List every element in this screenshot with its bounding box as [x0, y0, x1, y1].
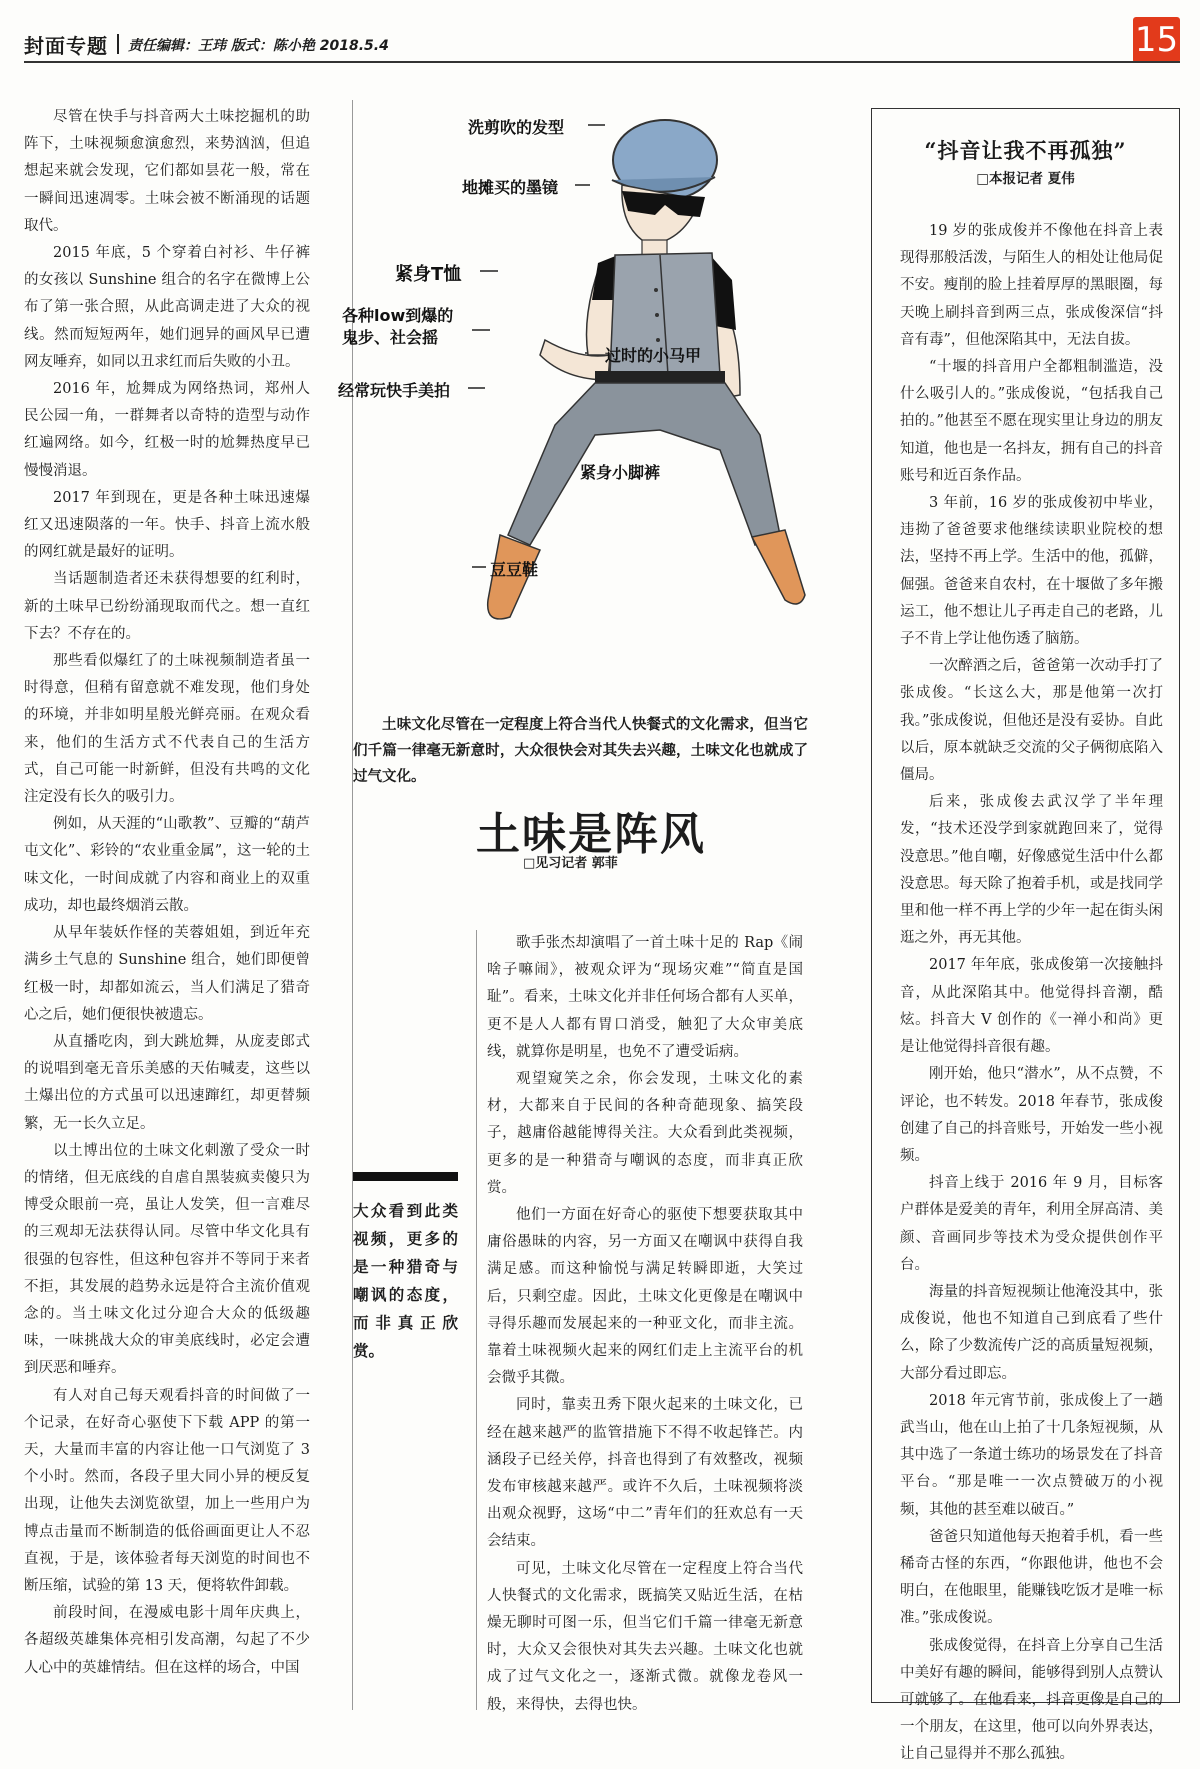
paragraph: “十堰的抖音用户全都粗制滥造，没什么吸引人的。”张成俊说，“包括我自己拍的。”他甚至不愿在现实里让身边的朋友知道，他也是一名抖友，拥有自己的抖音账号和近百条作品。: [900, 359, 1163, 484]
sidebar-title: “抖音让我不再孤独”: [924, 138, 1127, 163]
paragraph: 歌手张杰却演唱了一首土味十足的 Rap《闹啥子嘛闹》，被观众评为“现场灾难”“简直是国耻”。看来，土味文化并非任何场合都有人买单，更不是人人都有胃口消受，触犯了大众审美底线，就算你是明星，也免不了遭受诟病。: [487, 935, 803, 1060]
header-rule: [24, 61, 1180, 63]
paragraph: 19 岁的张成俊并不像他在抖音上表现得那般活泼，与陌生人的相处让他局促不安。瘦削的脸上挂着厚厚的黑眼圈，每天晚上刷抖音到两三点，张成俊深信“抖音有毒”，但他深陷其中，无法自拔。: [900, 223, 1163, 348]
paragraph: 张成俊觉得，在抖音上分享自己生活中美好有趣的瞬间，能够得到别人点赞认可就够了。在他看来，抖音更像是自己的一个朋友，在这里，他可以向外界表达，让自己显得并不那么孤独。: [900, 1637, 1163, 1763]
paragraph: 他们一方面在好奇心的驱使下想要获取其中庸俗愚昧的内容，另一方面又在嘲讽中获得自我满足感。而这种愉悦与满足转瞬即逝，大笑过后，只剩空虚。因此，土味文化更像是在嘲讽中寻得乐趣而发展起来的一种亚文化，而非主流。靠着土味视频火起来的网红们走上主流平台的机会微乎其微。: [487, 1207, 803, 1387]
paragraph: 抖音上线于 2016 年 9 月，目标客户群体是爱美的青年，利用全屏高清、美颜、音画同步等技术为受众提供创作平台。: [900, 1175, 1163, 1273]
label-hairstyle: 洗剪吹的发型: [468, 118, 565, 137]
paragraph: 观望窥笑之余，你会发现，土味文化的素材，大都来自于民间的各种奇葩现象、搞笑段子，越庸俗越能博得关注。大众看到此类视频，更多的是一种猎奇与嘲讽的态度，而非真正欣赏。: [487, 1071, 803, 1196]
paragraph: 例如，从天涯的“山歌教”、豆瓣的“葫芦屯文化”、彩铃的“农业重金属”，这一轮的土味文化，一时间成就了内容和商业上的双重成功，却也最终烟消云散。: [24, 816, 310, 914]
sidebar-byline: □本报记者 夏伟: [976, 171, 1075, 187]
paragraph: 一次醉酒之后，爸爸第一次动手打了张成俊。“长这么大，那是他第一次打我。”张成俊说，但他还是没有妥协。自此以后，原本就缺乏交流的父子俩彻底陷入僵局。: [900, 658, 1163, 784]
label-tight-tshirt: 紧身T恤: [395, 264, 462, 285]
sidebar-column: [900, 218, 1163, 1769]
paragraph: 以土博出位的土味文化刺激了受众一时的情绪，但无底线的自虐自黑装疯卖傻只为博受众眼前一亮，虽让人发笑，但一言难尽的三观却无法获得认同。尽管中华文化具有很强的包容性，但这种包容并不等同于来者不拒，其发展的趋势永远是符合主流价值观念的。当土味文化过分迎合大众的低级趣味，一味挑战大众的审美底线时，必定会遭到厌恶和唾弃。: [24, 1142, 310, 1377]
paragraph: 2017 年到现在，更是各种土味迅速爆红又迅速陨落的一年。快手、抖音上流水般的网红就是最好的证明。: [24, 489, 310, 561]
paragraph: 后来，张成俊去武汉学了半年理发，“技术还没学到家就跑回来了，觉得没意思。”他自嘲，好像感觉生活中什么都没意思。每天除了抱着手机，或是找同学里和他一样不再上学的少年一起在街头闲逛之外，再无其他。: [900, 794, 1163, 947]
left-column: [24, 104, 310, 1682]
paragraph: 3 年前，16 岁的张成俊初中毕业，违拗了爸爸要求他继续读职业院校的想法，坚持不再上学。生活中的他，孤僻，倔强。爸爸来自农村，在十堰做了多年搬运工，他不想让儿子再走自己的老路，儿子不肯上学让他伤透了脑筋。: [900, 495, 1163, 648]
label-dance-moves-2: 鬼步、社会摇: [342, 328, 439, 347]
pull-quote: 大众看到此类视频，更多的是一种猎奇与嘲讽的态度，而非真正欣赏。: [353, 1201, 458, 1360]
paragraph: 从早年装妖作怪的芙蓉姐姐，到近年充满乡土气息的 Sunshine 组合，她们即便曾红极一时，却都如流云，当人们满足了猎奇心之后，她们便很快被遗忘。: [24, 925, 310, 1023]
article-byline: □见习记者 郭菲: [523, 856, 618, 871]
paragraph: 有人对自己每天观看抖音的时间做了一个记录，在好奇心驱使下下载 APP 的第一天，大量而丰富的内容让他一口气浏览了 3 个小时。然而，各段子里大同小异的梗反复出现，让他失去浏览欲望，加上一些用户为博点击量而不断制造的低俗画面更让人不忍直视，于是，该体验者每天浏览的时间也不断压缩，试验的第 13 天，便将软件卸载。: [24, 1387, 310, 1594]
middle-column: [487, 930, 803, 1719]
paragraph: 2017 年年底，张成俊第一次接触抖音，从此深陷其中。他觉得抖音潮，酷炫。抖音大 V 创作的《一禅小和尚》更是让他觉得抖音很有趣。: [900, 957, 1163, 1056]
paragraph: 2018 年元宵节前，张成俊上了一趟武当山，他在山上拍了十几条短视频，从其中选了一条道士练功的场景发在了抖音平台。“那是唯一一次点赞破万的小视频，其他的甚至难以破百。”: [900, 1392, 1163, 1518]
paragraph: 从直播吃肉，到大跳尬舞，从庞麦郎式的说唱到毫无音乐美感的天佑喊麦，这些以土爆出位的方式虽可以迅速蹿红，却更替频繁，无一长久立足。: [24, 1033, 310, 1132]
fashion-illustration: [338, 105, 870, 695]
paragraph: 2016 年，尬舞成为网络热词，郑州人民公园一角，一群舞者以奇特的造型与动作红遍网络。如今，红极一时的尬舞热度早已慢慢消退。: [24, 381, 310, 479]
header-divider: [117, 34, 119, 54]
paragraph: 海量的抖音短视频让他淹没其中，张成俊说，他也不知道自己到底看了些什么，除了少数流传广泛的高质量短视频，大部分看过即忘。: [900, 1283, 1163, 1382]
label-kuaishou-meipai: 经常玩快手美拍: [338, 381, 451, 400]
article-headline: 土味是阵风: [476, 809, 706, 860]
paragraph: 前段时间，在漫威电影十周年庆典上，各超级英雄集体亮相引发高潮，勾起了不少人心中的英雄情结。但在这样的场合，中国: [24, 1605, 310, 1676]
paragraph: 可见，土味文化尽管在一定程度上符合当代人快餐式的文化需求，既搞笑又贴近生活，在枯燥无聊时可图一乐，但当它们千篇一律毫无新意时，大众又会很快对其失去兴趣。土味文化也就成了过气文化之一，逐渐式微。就像龙卷风一般，来得快，去得也快。: [487, 1560, 803, 1713]
label-vest: 过时的小马甲: [605, 346, 702, 365]
paragraph: 刚开始，他只“潜水”，从不点赞，不评论，也不转发。2018 年春节，张成俊创建了自己的抖音账号，开始发一些小视频。: [900, 1066, 1163, 1164]
paragraph: 那些看似爆红了的土味视频制造者虽一时得意，但稍有留意就不难发现，他们身处的环境，并非如明星般光鲜亮丽。在观众看来，他们的生活方式不代表自己的生活方式，自己可能一时新鲜，但没有共鸣的文化注定没有长久的吸引力。: [24, 653, 310, 806]
paragraph: 同时，靠卖丑秀下限火起来的土味文化，已经在越来越严的监管措施下不得不收起锋芒。内涵段子已经关停，抖音也得到了有效整改，视频发布审核越来越严。或许不久后，土味视频将淡出观众视野，这场“中二”青年们的狂欢总有一天会结束。: [487, 1397, 803, 1550]
pull-quote-bar: [353, 1172, 458, 1181]
label-dance-moves-1: 各种low到爆的: [342, 306, 454, 325]
image-caption: 土味文化尽管在一定程度上符合当代人快餐式的文化需求，但当它们千篇一律毫无新意时，大众很快会对其失去兴趣，土味文化也就成了过气文化。: [353, 716, 808, 785]
paragraph: 当话题制造者还未获得想要的红利时，新的土味早已纷纷涌现取而代之。想一直红下去？不存在的。: [24, 571, 310, 642]
paragraph: 尽管在快手与抖音两大土味挖掘机的助阵下，土味视频愈演愈烈，来势汹汹，但追想起来就会发现，它们都如昙花一般，常在一瞬间迅速凋零。土味会被不断涌现的话题取代。: [24, 109, 310, 234]
section-title: 封面专题: [24, 34, 108, 58]
label-sunglasses: 地摊买的墨镜: [462, 178, 559, 197]
label-loafers: 豆豆鞋: [490, 560, 539, 579]
column-divider-middle: [476, 930, 477, 1710]
page-number-badge: 15: [1133, 17, 1180, 63]
paragraph: 爸爸只知道他每天抱着手机，看一些稀奇古怪的东西，“你跟他讲，他也不会明白，在他眼里，能赚钱吃饭才是唯一标准。”张成俊说。: [900, 1528, 1163, 1627]
header-meta: 责任编辑：王玮 版式：陈小艳 2018.5.4: [128, 38, 389, 54]
label-skinny-pants: 紧身小脚裤: [580, 463, 661, 482]
paragraph: 2015 年底，5 个穿着白衬衫、牛仔裤的女孩以 Sunshine 组合的名字在微博上公布了第一张合照，从此高调走进了大众的视线。然而短短两年，她们迥异的画风早已遭网友唾弃，如同以丑求红而后失败的小丑。: [24, 245, 310, 370]
